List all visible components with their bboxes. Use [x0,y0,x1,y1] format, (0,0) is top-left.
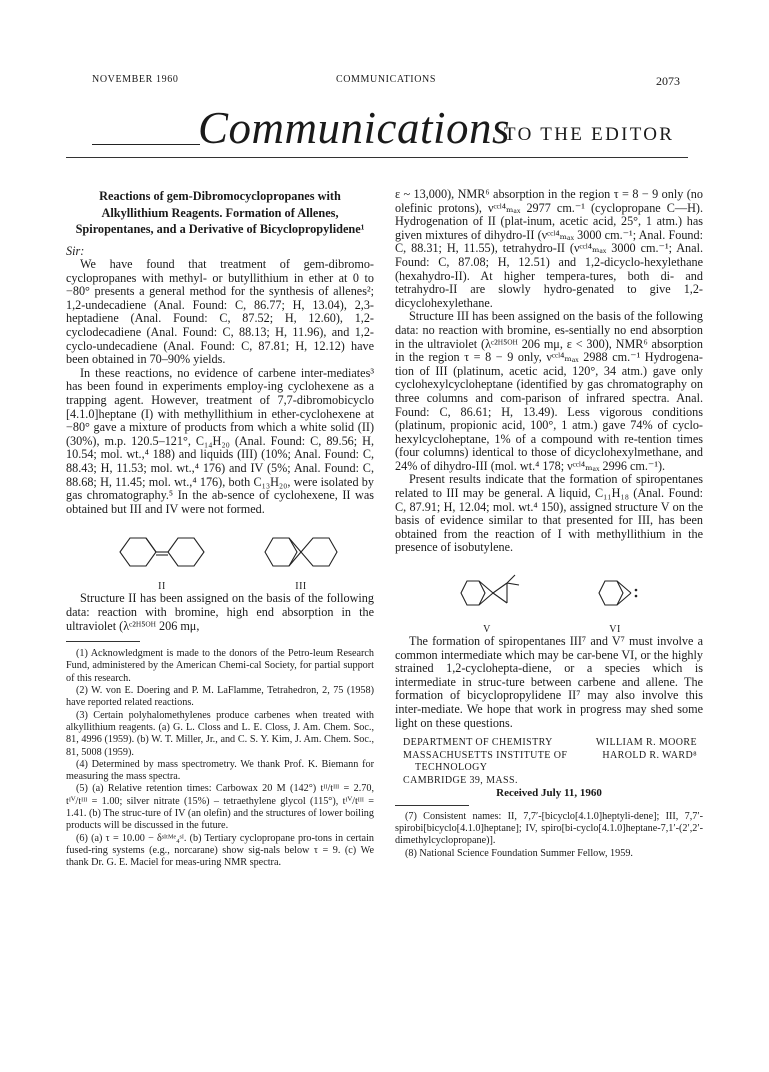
footnote: (8) National Science Foundation Summer Fellow, 1959. [405,847,633,859]
masthead-line [92,144,200,145]
institution-line-1: MASSACHUSETTS INSTITUTE OF [403,749,568,761]
institution-line-2: TECHNOLOGY [415,762,488,774]
footnote: (5) (a) Relative retention times: Carbowax 20 M (142°) tᴵᴵ/tᴵᴵᴵ = 2.70, tᴵⱽ/tᴵᴵᴵ = 1.00; silver nitrate (15%) – tetraethylene glycol (115°), tᴵⱽ/tᴵᴵᴵ = 1.41. (b) The struc-ture of IV (an olefin) and the structures of lower boiling products will be discussed in the future. [66,783,374,832]
affiliation-institution [403,737,573,787]
affiliation-block [395,737,703,786]
footnote-rule [66,641,140,642]
running-head-section: COMMUNICATIONS [335,74,437,85]
masthead-subtitle: TO THE EDITOR [504,124,675,145]
salutation: Sir: [66,243,85,258]
left-column [66,188,374,870]
right-column [395,188,703,860]
footnotes-left [66,648,374,869]
structure-label-vi: VI [609,624,621,636]
footnotes-right [395,811,703,860]
page-number: 2073 [656,74,680,88]
paragraph: Present results indicate that the formation of spiropentanes related to III may be general. A liquid, C₁₁H₁₈ (Anal. Found: C, 87.91; H, 12.04; mol. wt.⁴ 150), assigned structure V on the basis of evidence similar to that presented for III, has been obtained from the reaction of I with methyllithium in the presence of isobutylene. [395,472,703,555]
affiliation-authors [577,737,697,762]
footnote: (3) Certain polyhalomethylenes produce carbenes when treated with alkyllithium reagents. (a) G. L. Closs and L. E. Closs, J. Am. Chem. Soc., 81, 4996 (1959). (b) W. T. Miller, Jr., and C. S. Y. Kim, J. Am. Chem. Soc., 81, 5008 (1959). [66,709,374,758]
city: CAMBRIDGE 39, MASS. [403,774,518,786]
structure-v-drawing [457,571,523,615]
structure-label-iii: III [295,581,307,593]
structure-label-v: V [483,624,491,636]
author-2: HAROLD R. WARD⁸ [602,749,697,761]
structure-iii-drawing [261,530,341,574]
paragraph: ε ~ 13,000), NMR⁶ absorption in the region τ = 8 − 9 only (no olefinic protons), νᶜᶜˡ⁴ₘₐₓ 2977 cm.⁻¹ (cyclopropane C—H). Hydrogenation of II (plat-inum, acetic acid, 25°, 1 atm.) has given mixtures of dihydro-II (νᶜᶜˡ⁴ₘₐₓ 3000 cm.⁻¹; Anal. Found: C, 88.31; H, 11.55), tetrahydro-II (νᶜᶜˡ⁴ₘₐₓ 3000 cm.⁻¹; Anal. Found: C, 87.08; H, 12.51) and 1,2-dicyclo-hexylethane (hexahydro-II). At higher tempera-tures, both di- and tetrahydro-II are slowly hydro-genated to give 1,2-dicyclohexylethane. [395,187,703,310]
department: DEPARTMENT OF CHEMISTRY [403,737,553,749]
structure-ii-drawing [116,530,208,574]
paragraph: In these reactions, no evidence of carbene inter-mediates³ has been found in experiments employ-ing cyclohexene as a trapping agent. However, treatment of 7,7-dibromobicyclo [4.1.0]heptane (I) with methyllithium in ether-cyclohexene at −80° gave a mixture of products from which a white solid (II) (30%), m.p. 120.5–121°, C₁₄H₂₀ (Anal. Found: C, 89.56; H, 10.54; mol. wt.,⁴ 188) and liquids (III) (10%; Anal. Found: C, 88.43; H, 11.53; mol. wt.,⁴ 176) and IV (5%; Anal. Found: C, 88.68; H, 11.45; mol. wt.,⁴ 176), both C₁₃H₂₀, were isolated by gas chromatography.⁵ In the ab-sence of cyclohexene, II was obtained but III and IV were not formed. [66,365,374,516]
paragraph: Structure III has been assigned on the basis of the following data: no reaction with bromine, es-sentially no end absorption in the ultraviolet (λᶜ²ᴴ⁵ᴼᴴ 206 mμ, ε < 300), NMR⁶ absorption in the region τ = 8 − 9 only, νᶜᶜˡ⁴ₘₐₓ 2988 cm.⁻¹ Hydrogena-tion of III (platinum, acetic acid, 120°, 34 atm.) gave only cyclohexylcycloheptane (identified by gas chromatography on three columns and com-parison of infrared spectra. Anal. Found: C, 86.61; H, 13.49). Less vigorous conditions (platinum, propionic acid, 100°, 1 atm.) gave 74% of cyclo-hexylcycloheptane, 1% of a compound with re-tention times (four columns) identical to those of dicyclohexylmethane, and 24% of dihydro-III (mol. wt.⁴ 178; νᶜᶜˡ⁴ₘₐₓ 2996 cm.⁻¹). [395,309,703,473]
author-1: WILLIAM R. MOORE [595,737,697,749]
structure-label-ii: II [158,581,166,593]
paragraph: Structure II has been assigned on the basis of the following data: reaction with bromine, high end absorption in the ultraviolet (λᶜ²ᴴ⁵ᴼᴴ 206 mμ, [66,591,374,633]
structures-v-vi [395,571,703,636]
footnote: (2) W. von E. Doering and P. M. LaFlamme, Tetrahedron, 2, 75 (1958) have reported related reactions. [66,685,374,709]
masthead [92,104,680,156]
received-date: Received July 11, 1960 [496,787,602,800]
running-head-date: NOVEMBER 1960 [92,74,179,85]
footnote: (6) (a) τ = 10.00 − δˢᴵᵗᴹᵉ₄ˢᴵ. (b) Tertiary cyclopropane pro-tons in certain fused-ring systems (e.g., norcarane) show sig-nals below τ = 9. (c) We thank Dr. G. E. Maciel for meas-uring NMR spectra. [66,832,374,869]
structure-vi-drawing [595,571,645,615]
article-title: Reactions of gem-Dibromocyclopropanes with Alkyllithium Reagents. Formation of Allenes, Spiropentanes, and a Derivative of Bicyclopropylidene¹ [75,189,365,236]
structures-ii-iii [66,530,374,593]
masthead-title: Communications [198,103,511,153]
running-head [92,74,680,88]
masthead-rule [66,157,688,158]
paragraph: We have found that treatment of gem-dibromo-cyclopropanes with methyl- or butyllithium in ether at 0 to −80° presents a general method for the synthesis of allenes²; 1,2-undecadiene (Anal. Found: C, 86.77; H, 13.04), 2,3-heptadiene (Anal. Found: C, 87.52; H, 12.60), 1,2-cyclodecadiene (Anal. Found: C, 88.13; H, 11.96), and 1,2-cyclo-undecadiene (Anal. Found: C, 87.81; H, 12.12) have been obtained in 70–90% yields. [66,257,374,367]
footnote: (1) Acknowledgment is made to the donors of the Petro-leum Research Fund, administered by the American Chemi-cal Society, for partial support of this research. [66,648,374,684]
paragraph: The formation of spiropentanes III⁷ and V⁷ must involve a common intermediate which may be car-bene VI, or the highly strained 1,2-cyclohepta-diene, or a species which is intermediate in struc-ture between carbene and allene. The formation of bicyclopropylidene II⁷ may also involve this inter-mediate. We hope that work in progress may shed some light on these questions. [395,634,703,730]
footnote: (7) Consistent names: II, 7,7′-[bicyclo[4.1.0]heptyli-dene]; III, 7,7′-spirobi[bicyclo[4.1.0]heptane]; IV, spiro[bi-cyclo[4.1.0]heptane-7,1′-(2′,2′-dimethylcyclopropane)]. [395,810,703,847]
footnote: (4) Determined by mass spectrometry. We thank Prof. K. Biemann for measuring the mass spectra. [66,758,374,783]
footnote-rule [395,805,469,806]
